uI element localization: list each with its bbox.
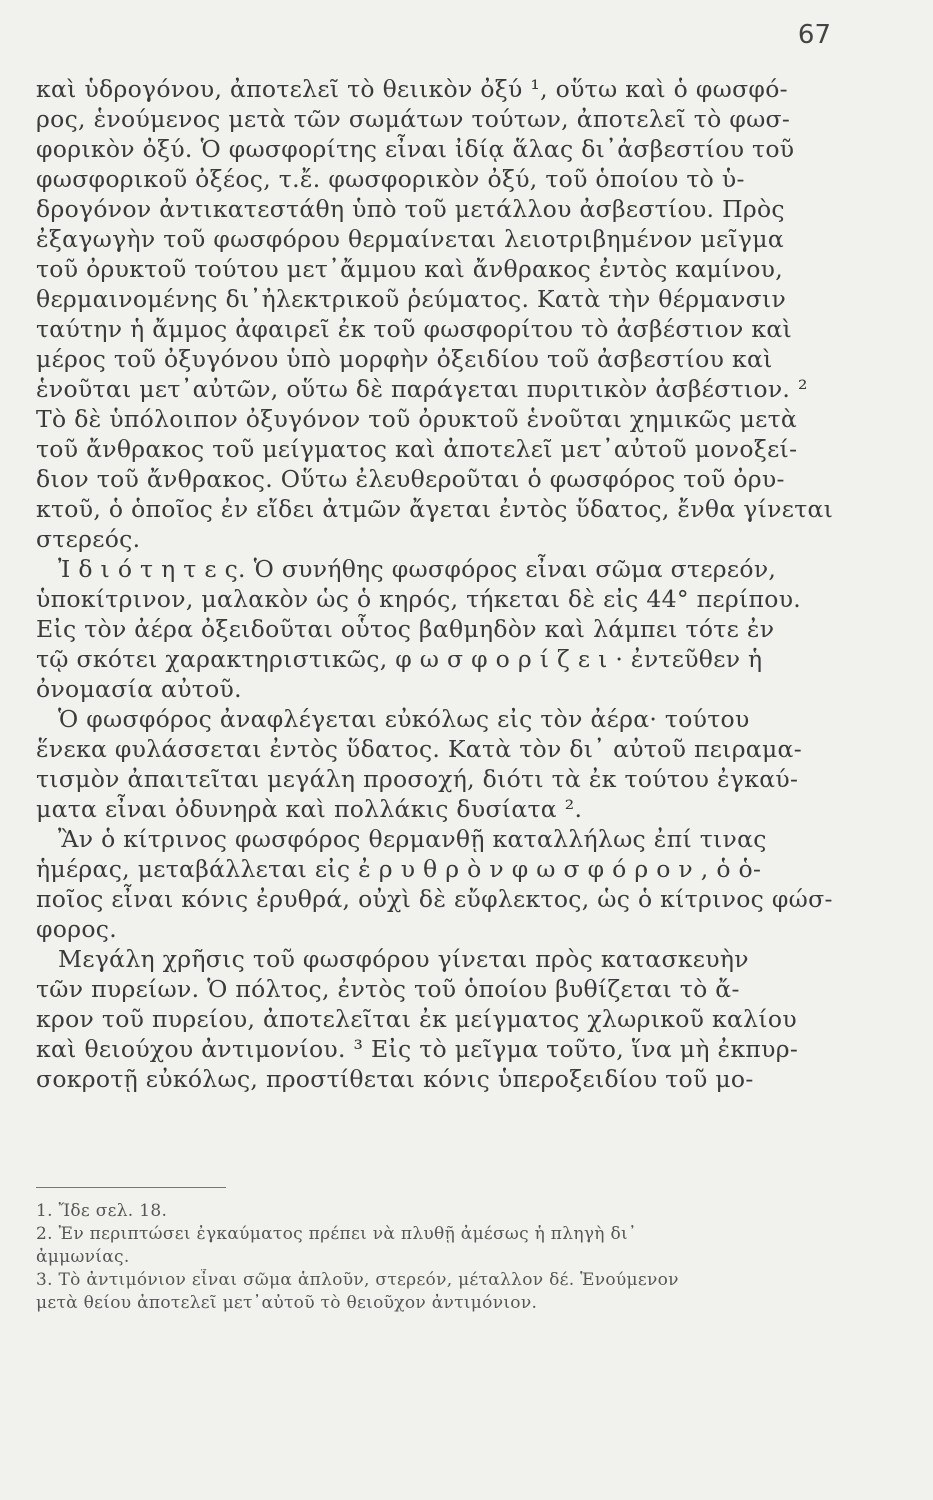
text-line: ἑνοῦται μετ᾽αὐτῶν, οὕτω δὲ παράγεται πυριτικὸν ἀσβέστιον. ² [36, 375, 808, 403]
text-line: φωσφορικοῦ ὀξέος, τ.ἔ. φωσφορικὸν ὀξύ, τοῦ ὁποίου τὸ ὑ- [36, 165, 745, 193]
text-line: τῶν πυρείων. Ὁ πόλτος, ἐντὸς τοῦ ὁποίου βυθίζεται τὸ ἄ- [36, 975, 740, 1003]
text-line: καὶ θειούχου ἀντιμονίου. ³ Εἰς τὸ μεῖγμα τοῦτο, ἵνα μὴ ἐκπυρ- [36, 1035, 799, 1063]
text-line: ἕνεκα φυλάσσεται ἐντὸς ὕδατος. Κατὰ τὸν δι᾽ αὐτοῦ πειραμα- [36, 735, 802, 763]
footnote-line: 3. Τὸ ἀντιμόνιον εἶναι σῶμα ἁπλοῦν, στερεόν, μέταλλον δέ. Ἑνούμενον [36, 1270, 679, 1290]
text-line: σοκροτῇ εὐκόλως, προστίθεται κόνις ὑπεροξειδίου τοῦ μο- [36, 1065, 754, 1093]
text-line: θερμαινομένης δι᾽ἠλεκτρικοῦ ῥεύματος. Κατὰ τὴν θέρμανσιν [36, 285, 787, 313]
text-line: κρον τοῦ πυρείου, ἀποτελεῖται ἐκ μείγματος χλωρικοῦ καλίου [36, 1005, 797, 1033]
text-line: Ἂν ὁ κίτρινος φωσφόρος θερμανθῇ καταλλήλως ἐπί τινας [58, 825, 767, 853]
text-line: διον τοῦ ἄνθρακος. Οὕτω ἐλευθεροῦται ὁ φωσφόρος τοῦ ὀρυ- [36, 465, 785, 493]
text-line: τοῦ ὀρυκτοῦ τούτου μετ᾽ἄμμου καὶ ἄνθρακος ἐντὸς καμίνου, [36, 255, 784, 283]
text-line: τισμὸν ἀπαιτεῖται μεγάλη προσοχή, διότι τὰ ἐκ τούτου ἐγκαύ- [36, 765, 799, 793]
text-line: δρογόνον ἀντικατεστάθη ὑπὸ τοῦ μετάλλου ἀσβεστίου. Πρὸς [36, 195, 785, 223]
page-number: 67 [797, 20, 831, 50]
text-line: ὑποκίτρινον, μαλακὸν ὡς ὁ κηρός, τήκεται δὲ εἰς 44° περίπου. [36, 585, 802, 613]
text-line: Εἰς τὸν ἀέρα ὀξειδοῦται οὗτος βαθμηδὸν καὶ λάμπει τότε ἐν [36, 615, 775, 643]
footnotes [36, 1200, 864, 1315]
text-line: στερεός. [36, 525, 141, 553]
text-line: ποῖος εἶναι κόνις ἐρυθρά, οὐχὶ δὲ εὔφλεκτος, ὡς ὁ κίτρινος φώσ- [36, 885, 833, 913]
text-line: Ὁ φωσφόρος ἀναφλέγεται εὐκόλως εἰς τὸν ἀέρα· τούτου [58, 705, 750, 733]
body-text [36, 74, 864, 1094]
text-line: ματα εἶναι ὀδυνηρὰ καὶ πολλάκις δυσίατα ². [36, 795, 583, 823]
text-line: μέρος τοῦ ὀξυγόνου ὑπὸ μορφὴν ὀξειδίου τοῦ ἀσβεστίου καὶ [36, 345, 773, 373]
footnote-line: μετὰ θείου ἀποτελεῖ μετ᾽αὐτοῦ τὸ θειοῦχον ἀντιμόνιον. [36, 1293, 538, 1313]
text-line: ἐξαγωγὴν τοῦ φωσφόρου θερμαίνεται λειοτριβημένον μεῖγμα [36, 225, 785, 253]
text-line: ὀνομασία αὐτοῦ. [36, 675, 242, 703]
footnote-line: 2. Ἐν περιπτώσει ἐγκαύματος πρέπει νὰ πλυθῇ ἀμέσως ἡ πληγὴ δι᾽ [36, 1224, 637, 1244]
text-line: καὶ ὑδρογόνου, ἀποτελεῖ τὸ θειικὸν ὀξύ ¹, οὕτω καὶ ὁ φωσφό- [36, 75, 788, 103]
text-line: ἡμέρας, μεταβάλλεται εἰς ἐ ρ υ θ ρ ὸ ν φ ω σ φ ό ρ ο ν , ὁ ὁ- [36, 855, 762, 883]
text-line: Τὸ δὲ ὑπόλοιπον ὀξυγόνον τοῦ ὀρυκτοῦ ἑνοῦται χημικῶς μετὰ [36, 405, 798, 433]
text-line: Μεγάλη χρῆσις τοῦ φωσφόρου γίνεται πρὸς κατασκευὴν [58, 945, 749, 973]
footnote-line: 1. Ἴδε σελ. 18. [36, 1201, 168, 1221]
text-line: φορος. [36, 915, 117, 943]
text-line: ρος, ἑνούμενος μετὰ τῶν σωμάτων τούτων, ἀποτελεῖ τὸ φωσ- [36, 105, 791, 133]
text-line: φορικὸν ὀξύ. Ὁ φωσφορίτης εἶναι ἰδίᾳ ἅλας δι᾽ἀσβεστίου τοῦ [36, 135, 795, 163]
text-line: κτοῦ, ὁ ὁποῖος ἐν εἴδει ἀτμῶν ἄγεται ἐντὸς ὕδατος, ἔνθα γίνεται [36, 495, 834, 523]
text-line: τοῦ ἄνθρακος τοῦ μείγματος καὶ ἀποτελεῖ μετ᾽αὐτοῦ μονοξεί- [36, 435, 798, 463]
text-line: Ἰ δ ι ό τ η τ ε ς. Ὁ συνήθης φωσφόρος εἶναι σῶμα στερεόν, [58, 555, 777, 583]
text-line: ταύτην ἡ ἄμμος ἀφαιρεῖ ἐκ τοῦ φωσφορίτου τὸ ἀσβέστιον καὶ [36, 315, 793, 343]
footnote-line: ἀμμωνίας. [36, 1247, 130, 1267]
footnote-divider [36, 1187, 226, 1188]
text-line: τῷ σκότει χαρακτηριστικῶς, φ ω σ φ ο ρ ί ζ ε ι · ἐντεῦθεν ἡ [36, 645, 763, 673]
